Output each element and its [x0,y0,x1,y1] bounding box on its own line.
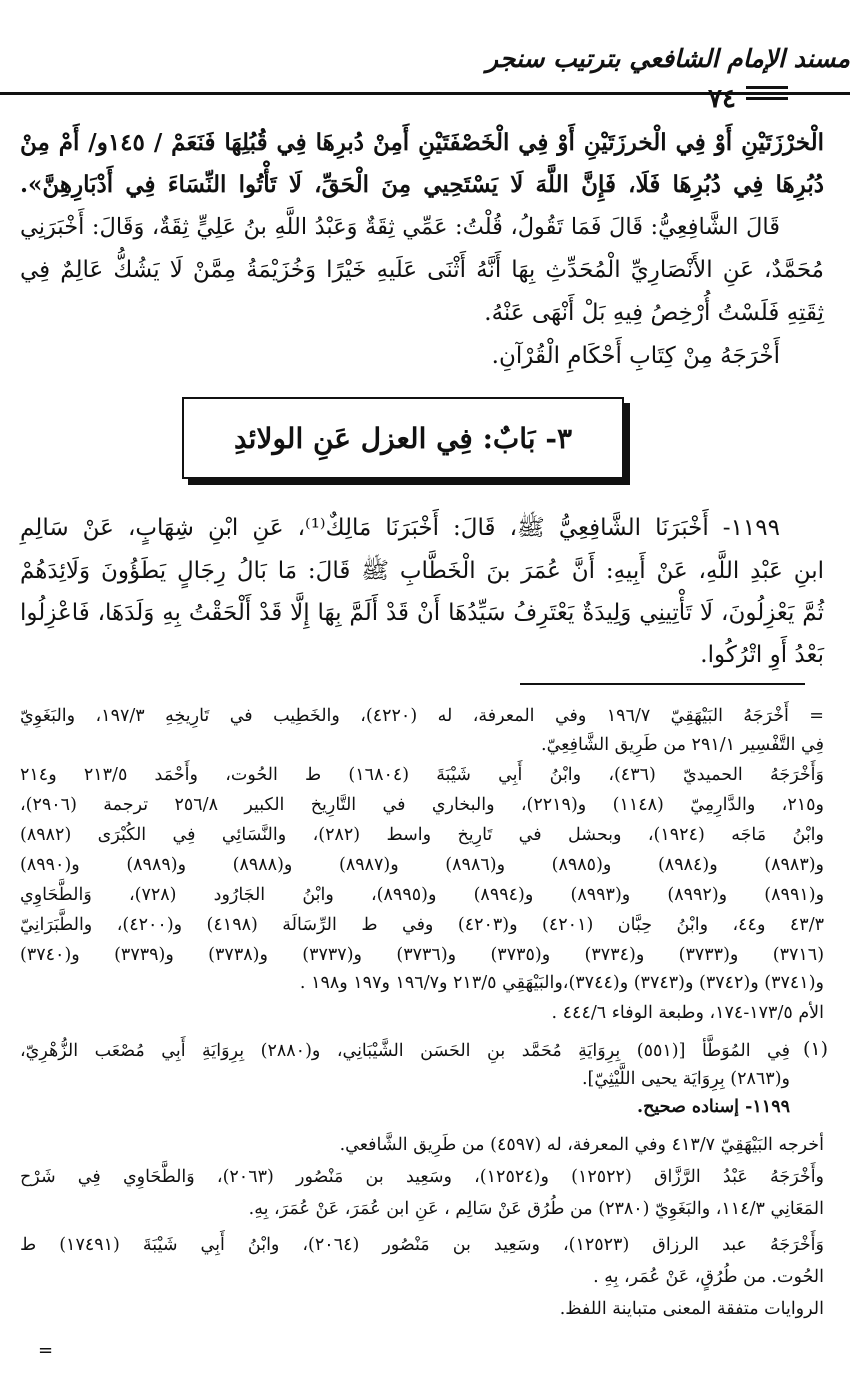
hadith-line-4: بَعْدُ أَوِ اتْرُكُوا. [700,642,824,668]
continuation-mark: = [38,1340,54,1361]
footnote-cont-4: و٢١٥، والدَّارِمِيّ (١١٤٨) و(٢٢١٩)، والبخاري في التَّارِيخ الكبير ٢٥٦/٨ ترجمة (٢٩٠٦)، [20,795,824,815]
takhrij-line-4: وَأَخْرَجَهُ عبد الرزاق (١٢٥٢٣)، وسَعِيد بن مَنْصُور (٢٠٦٤)، وابْنُ أَبِي شَيْبَةَ (١٧٤٩١) ط [20,1235,824,1255]
footnote-hadith-head: ١١٩٩- إسناده صحيح. [637,1097,790,1117]
footnote-separator [520,683,805,685]
footnote-cont-1: = أَخْرَجَهُ البَيْهَقِيّ ١٩٦/٧ وفي المعرفة، له (٤٢٢٠)، والخَطِيب في تَارِيخِهِ ١٩٧/٣، والبَغَوِيّ [20,706,824,726]
takhrij-line-1: أخرجه البَيْهَقِيّ ٤١٣/٧ وفي المعرفة، له (٤٥٩٧) من طَرِيق الشَّافعي. [339,1135,824,1155]
footnote-1-marker: (١) [802,1038,828,1060]
page-number: ٧٤ [708,84,736,114]
footnote-cont-11: الأم ١٧٣/٥-١٧٤، وطبعة الوفاء ٤٤٤/٦ . [551,1003,824,1023]
takhrij-line-5: الحُوت. من طُرُقٍ، عَنْ عُمَر، بِهِ . [593,1267,824,1287]
running-title: مسند الإمام الشافعي بترتيب سنجر [486,44,850,73]
footnote-cont-8: ٤٣/٣ و٤٤، وابْنُ حِبَّان (٤٢٠١) و(٤٢٠٣) وفي ط الرِّسَالَة (٤١٩٨) و(٤٢٠٠)، والطَّبَرَانِيّ [20,915,824,935]
takhrij-line-6: الروايات متفقة المعنى متباينة اللفظ. [559,1299,824,1319]
footnote-cont-3: وَأَخْرَجَهُ الحميديّ (٤٣٦)، وابْنُ أَبِي شَيْبَةَ (١٦٨٠٤) ط الحُوت، وأَحْمَد ٢١٣/٥ و٢١٤ [20,765,824,785]
page-number-rule-top [746,86,788,89]
main-line-5: ثِقَتِهِ فَلَسْتُ أُرْخِصُ فِيهِ بَلْ أَنْهَى عَنْهُ. [484,300,824,326]
footnote-cont-9: (٣٧١٦) و(٣٧٣٣) و(٣٧٣٤) و(٣٧٣٥) و(٣٧٣٦) و(٣٧٣٧) و(٣٧٣٨) و(٣٧٣٩) و(٣٧٤٠) [20,945,825,965]
footnote-cont-10: و(٣٧٤١) و(٣٧٤٢) و(٣٧٤٣) و(٣٧٤٤)،والبَيْهَقِي ٢١٣/٥ و١٩٦/٧ و١٩٧ و١٩٨ . [299,973,824,993]
takhrij-line-3: المَعَانِي ١١٤/٣، والبَغَوِيّ (٢٣٨٠) من طُرُق عَنْ سَالِم ، عَنِ ابن عُمَرَ، عَنْ عُمَرَ، بِهِ. [248,1199,824,1219]
chapter-heading-box [182,397,624,479]
main-line-6: أَخْرَجَهُ مِنْ كِتَابِ أَحْكَامِ الْقُرْآنِ. [491,343,780,369]
main-line-3: قَالَ الشَّافِعِيُّ: قَالَ فَمَا تَقُولُ، قُلْتُ: عَمِّي ثِقَةٌ وَعَبْدُ اللَّهِ بنُ عَلِيٍّ ثِقَةٌ، وَقَالَ: أَخْبَرَنِي [20,214,780,240]
page-number-rule-bottom [746,97,788,100]
main-line-4: مُحَمَّدٌ، عَنِ الأَنْصَارِيِّ الْمُحَدِّثِ بِهَا أَنَّهُ أَثْنَى عَلَيهِ خَيْرًا وَخُزَيْمَةُ مِمَّنْ لَا يَشُكُّ عَالِمٌ فِي [20,257,824,283]
hadith-line-3: ثُمَّ يَعْزِلُونَ، لَا تَأْتِينِي وَلِيدَةٌ يَعْتَرِفُ سَيِّدُهَا أَنْ قَدْ أَلَمَّ بِهَا إِلَّا قَدْ أَلْحَقْتُ بِهِ وَلَدَهَا، فَاعْزِلُوا [20,600,824,626]
takhrij-line-2: وأَخْرَجَهُ عَبْدُ الرَّزَّاق (١٢٥٢٢) و(١٢٥٢٤)، وسَعِيد بن مَنْصُور (٢٠٦٣)، وَالطَّحَاوِي فِي شَرْح [20,1167,825,1187]
chapter-title: ٣- بَابٌ: فِي العزل عَنِ الولائدِ [233,421,573,455]
footnote-1-line-2: و(٢٨٦٣) بِرِوَايَة يحيى اللَّيْثِيّ]. [581,1069,790,1089]
hadith-line-2: ابنِ عَبْدِ اللَّهِ، عَنْ أَبِيهِ: أَنَّ عُمَرَ بنَ الْخَطَّابِ ﷺ قَالَ: مَا بَالُ رِجَالٍ يَطَؤُونَ وَلَائِدَهُمْ [20,558,824,584]
footnote-cont-5: وابْنُ مَاجَه (١٩٢٤)، وبحشل في تَارِيخ واسط (٢٨٢)، والنَّسَائِي فِي الكُبْرَى (٨٩٨٢) [20,825,824,845]
footnote-cont-2: فِي التَّفْسِير ٢٩١/١ من طَرِيق الشَّافِعِيّ. [541,735,824,755]
footnote-cont-7: و(٨٩٩١) و(٨٩٩٢) و(٨٩٩٣) و(٨٩٩٤) و(٨٩٩٥)، وابْنُ الجَارُود (٧٢٨)، وَالطَّحَاوِي [20,885,825,905]
footnote-cont-6: و(٨٩٨٣) و(٨٩٨٤) و(٨٩٨٥) و(٨٩٨٦) و(٨٩٨٧) و(٨٩٨٨) و(٨٩٨٩) و(٨٩٩٠) [20,855,825,875]
main-line-2: دُبُرِهَا فِي دُبُرِهَا فَلَا، فَإِنَّ اللَّهَ لَا يَسْتَحِيي مِنَ الْحَقِّ، لَا تَأْتُوا النِّسَاءَ فِي أَدْبَارِهِنَّ». [20,171,824,198]
footnote-1-line-1: فِي المُوَطَّأ [(٥٥١) بِرِوَايَةِ مُحَمَّد بنِ الحَسَن الشَّيْبَانِي، و(٢٨٨٠) بِرِوَايَةِ أَبِي مُصْعَب الزُّهْرِيّ، [20,1041,790,1061]
hadith-line-1: ١١٩٩- أَخْبَرَنَا الشَّافِعِيُّ ﷺ، قَالَ: أَخْبَرَنَا مَالِكٌ⁽¹⁾، عَنِ ابْنِ شِهَابٍ، عَنْ سَالِمِ [20,515,780,541]
main-line-1: الْخرْزَتَيْنِ أَوْ فِي الْخرزَتَيْنِ أَوْ فِي الْخَصْفَتَيْنِ أَمِنْ دُبرِهَا فِي قُبُلِهَا فَنَعَمْ / ١٤٥و/ أَمْ مِنْ [20,129,825,156]
